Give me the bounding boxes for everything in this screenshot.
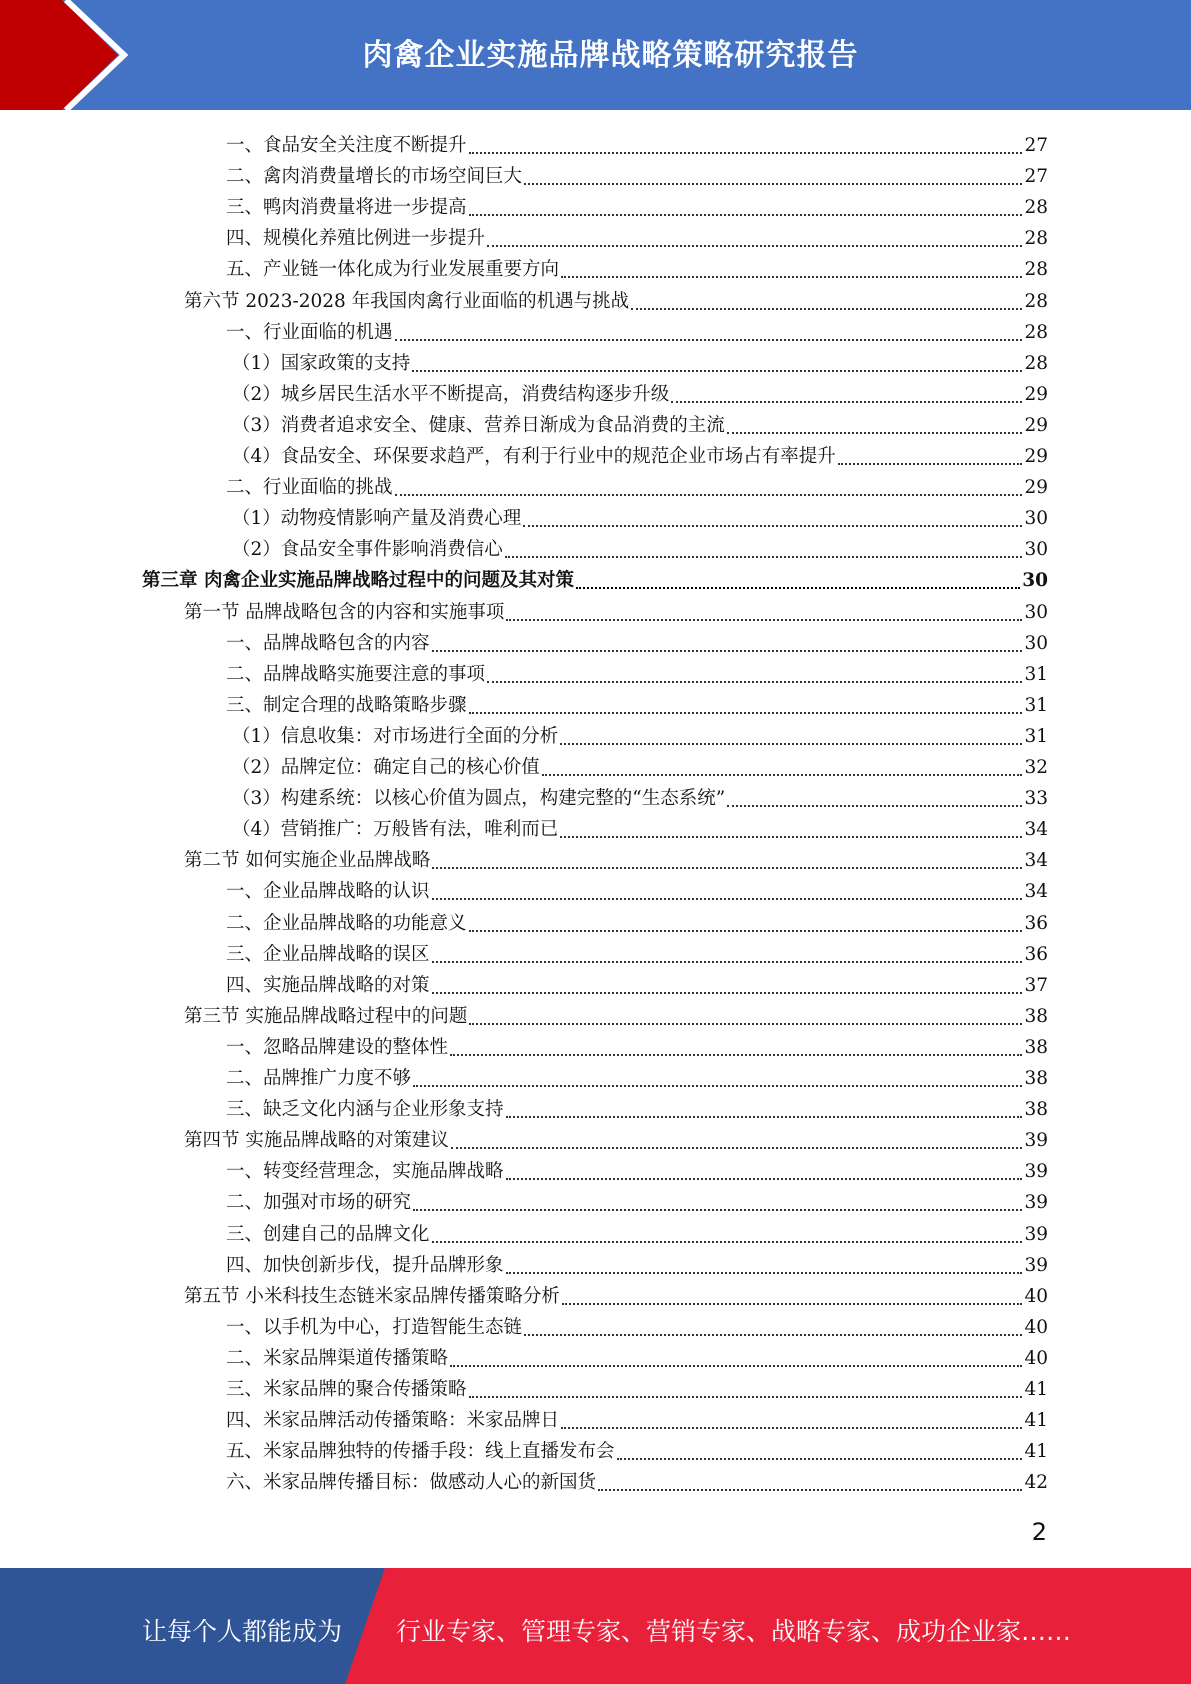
toc-entry-label: （2）品牌定位：确定自己的核心价值 xyxy=(232,757,540,778)
toc-entry-page: 31 xyxy=(1024,694,1048,716)
toc-dot-leader xyxy=(432,649,1023,652)
toc-entry[interactable] xyxy=(226,936,1048,967)
toc-entry[interactable] xyxy=(226,220,1048,251)
toc-entry-label: 四、实施品牌战略的对策 xyxy=(226,974,430,996)
toc-entry-label: （3）消费者追求安全、健康、营养日渐成为食品消费的主流 xyxy=(232,414,725,436)
toc-entry-label: 二、加强对市场的研究 xyxy=(226,1192,412,1214)
toc-dot-leader xyxy=(506,1177,1023,1180)
toc-entry-page: 36 xyxy=(1024,943,1048,965)
toc-entry-label: 三、米家品牌的聚合传播策略 xyxy=(226,1379,467,1400)
footer-slogan-right: 行业专家、管理专家、营销专家、战略专家、成功企业家…… xyxy=(396,1617,1072,1646)
toc-entry-page: 40 xyxy=(1024,1285,1048,1307)
toc-entry-page: 42 xyxy=(1024,1472,1048,1494)
toc-entry-label: 三、企业品牌战略的误区 xyxy=(226,943,430,965)
toc-entry[interactable] xyxy=(226,1091,1048,1122)
toc-entry-page: 31 xyxy=(1024,725,1048,747)
page-number: 2 xyxy=(1031,1518,1047,1546)
toc-dot-leader xyxy=(432,897,1023,900)
toc-dot-leader xyxy=(432,866,1022,869)
toc-entry-label: 第二节 如何实施企业品牌战略 xyxy=(184,850,431,872)
toc-entry-page: 29 xyxy=(1024,477,1048,499)
toc-entry-page: 33 xyxy=(1024,788,1048,810)
toc-entry-page: 41 xyxy=(1024,1379,1048,1400)
toc-entry[interactable] xyxy=(226,905,1048,936)
toc-entry-label: （4）食品安全、环保要求趋严，有利于行业中的规范企业市场占有率提升 xyxy=(232,446,836,467)
toc-entry[interactable] xyxy=(226,1371,1048,1402)
toc-dot-leader xyxy=(413,1208,1022,1211)
toc-entry[interactable] xyxy=(226,1247,1048,1278)
toc-dot-leader xyxy=(598,1488,1022,1491)
toc-entry-label: 一、食品安全关注度不断提升 xyxy=(226,135,467,156)
toc-entry-page: 38 xyxy=(1024,1036,1048,1058)
toc-entry-label: 第六节 2023-2028 年我国肉禽行业面临的机遇与挑战 xyxy=(184,290,630,312)
footer-slogan-left: 让每个人都能成为 xyxy=(142,1617,343,1646)
toc-dot-leader xyxy=(727,804,1022,807)
toc-entry-label: 四、规模化养殖比例进一步提升 xyxy=(226,228,486,250)
toc-entry[interactable] xyxy=(226,189,1048,220)
toc-entry[interactable] xyxy=(226,127,1048,158)
toc-entry-label: 二、品牌推广力度不够 xyxy=(226,1068,412,1089)
toc-dot-leader xyxy=(451,1146,1023,1149)
toc-entry[interactable] xyxy=(226,251,1048,282)
toc-entry-label: 一、忽略品牌建设的整体性 xyxy=(226,1036,449,1058)
toc-entry[interactable] xyxy=(226,625,1048,656)
toc-entry[interactable] xyxy=(226,1433,1048,1464)
toc-dot-leader xyxy=(523,524,1022,527)
toc-entry-page: 30 xyxy=(1024,632,1048,654)
toc-entry-label: （2）食品安全事件影响消费信心 xyxy=(232,539,503,561)
toc-entry-page: 27 xyxy=(1024,166,1048,188)
toc-dot-leader xyxy=(561,275,1022,278)
toc-dot-leader xyxy=(727,431,1023,434)
toc-entry-page: 39 xyxy=(1024,1192,1048,1214)
toc-entry-page: 41 xyxy=(1024,1441,1048,1463)
toc-entry-page: 38 xyxy=(1024,1099,1048,1121)
toc-dot-leader xyxy=(562,1302,1023,1305)
toc-entry-page: 39 xyxy=(1024,1130,1048,1152)
toc-dot-leader xyxy=(576,586,1020,589)
toc-dot-leader xyxy=(631,307,1022,310)
toc-entry-label: （4）营销推广：万般皆有法，唯利而已 xyxy=(232,819,559,841)
toc-entry-label: 三、制定合理的战略策略步骤 xyxy=(226,694,467,716)
toc-entry-label: 二、企业品牌战略的功能意义 xyxy=(226,912,467,934)
toc-entry-label: 第一节 品牌战略包含的内容和实施事项 xyxy=(184,601,505,623)
toc-entry-page: 30 xyxy=(1022,570,1048,592)
toc-entry-label: 一、品牌战略包含的内容 xyxy=(226,632,430,654)
toc-entry-label: 一、企业品牌战略的认识 xyxy=(226,881,430,903)
toc-entry-page: 37 xyxy=(1024,974,1048,996)
toc-entry-page: 41 xyxy=(1024,1410,1048,1432)
toc-entry-label: （1）国家政策的支持 xyxy=(232,352,411,374)
toc-entry-label: 二、行业面临的挑战 xyxy=(226,477,393,499)
toc-dot-leader xyxy=(487,244,1022,247)
toc-dot-leader xyxy=(561,1426,1022,1429)
toc-dot-leader xyxy=(450,1364,1022,1367)
toc-entry-page: 31 xyxy=(1024,663,1048,685)
toc-entry-page: 34 xyxy=(1024,850,1048,872)
toc-entry[interactable] xyxy=(226,687,1048,718)
toc-entry-page: 38 xyxy=(1024,1068,1048,1089)
toc-entry[interactable] xyxy=(226,469,1048,500)
page-footer xyxy=(0,1568,1191,1684)
toc-dot-leader xyxy=(524,1333,1022,1336)
toc-dot-leader xyxy=(469,929,1023,932)
toc-entry[interactable] xyxy=(232,718,1048,749)
toc-dot-leader xyxy=(487,680,1022,683)
toc-dot-leader xyxy=(395,493,1023,496)
toc-entry[interactable] xyxy=(226,873,1048,904)
toc-dot-leader xyxy=(560,835,1022,838)
toc-entry-label: 五、米家品牌独特的传播手段：线上直播发布会 xyxy=(226,1441,615,1463)
toc-entry-label: 一、行业面临的机遇 xyxy=(226,321,393,343)
toc-entry-label: 二、米家品牌渠道传播策略 xyxy=(226,1347,449,1369)
toc-entry-label: 二、禽肉消费量增长的市场空间巨大 xyxy=(226,166,523,188)
toc-entry[interactable] xyxy=(226,1402,1048,1433)
report-title: 肉禽企业实施品牌战略策略研究报告 xyxy=(362,38,859,73)
toc-entry-page: 32 xyxy=(1024,757,1048,778)
toc-entry-label: 四、加快创新步伐，提升品牌形象 xyxy=(226,1254,504,1276)
toc-entry-label: 三、缺乏文化内涵与企业形象支持 xyxy=(226,1099,504,1121)
toc-entry[interactable] xyxy=(226,1216,1048,1247)
toc-entry-page: 39 xyxy=(1024,1223,1048,1245)
toc-dot-leader xyxy=(469,711,1023,714)
toc-entry-page: 36 xyxy=(1024,912,1048,934)
toc-entry[interactable] xyxy=(184,594,1048,625)
toc-entry-label: 第三章 肉禽企业实施品牌战略过程中的问题及其对策 xyxy=(142,570,574,592)
toc-entry-label: 五、产业链一体化成为行业发展重要方向 xyxy=(226,259,560,281)
toc-entry-label: 六、米家品牌传播目标：做感动人心的新国货 xyxy=(226,1472,597,1494)
toc-dot-leader xyxy=(838,462,1023,465)
toc-dot-leader xyxy=(413,1084,1022,1087)
toc-entry-page: 28 xyxy=(1024,290,1048,312)
toc-entry[interactable] xyxy=(184,842,1048,873)
toc-dot-leader xyxy=(617,1457,1023,1460)
toc-dot-leader xyxy=(506,1115,1023,1118)
page-header xyxy=(0,0,1191,110)
toc-entry-label: （3）构建系统：以核心价值为圆点，构建完整的“生态系统” xyxy=(232,788,726,810)
toc-entry-page: 40 xyxy=(1024,1316,1048,1338)
toc-entry-page: 29 xyxy=(1024,446,1048,467)
toc-entry-page: 29 xyxy=(1024,414,1048,436)
toc-dot-leader xyxy=(395,338,1023,341)
toc-dot-leader xyxy=(412,369,1022,372)
toc-entry[interactable] xyxy=(142,562,1048,593)
toc-entry-page: 39 xyxy=(1024,1254,1048,1276)
toc-dot-leader xyxy=(469,1395,1023,1398)
toc-entry-page: 30 xyxy=(1024,539,1048,561)
toc-entry-label: 一、以手机为中心，打造智能生态链 xyxy=(226,1316,523,1338)
toc-entry-label: 三、创建自己的品牌文化 xyxy=(226,1223,430,1245)
toc-dot-leader xyxy=(469,1022,1022,1025)
toc-entry[interactable] xyxy=(226,314,1048,345)
toc-entry[interactable] xyxy=(232,811,1048,842)
toc-entry[interactable] xyxy=(184,283,1048,314)
toc-dot-leader xyxy=(450,1053,1022,1056)
toc-entry[interactable] xyxy=(226,1184,1048,1215)
toc-dot-leader xyxy=(542,773,1023,776)
toc-entry-page: 29 xyxy=(1024,383,1048,405)
toc-dot-leader xyxy=(524,182,1022,185)
toc-entry[interactable] xyxy=(184,1122,1048,1153)
toc-dot-leader xyxy=(469,151,1023,154)
toc-entry[interactable] xyxy=(184,1278,1048,1309)
toc-entry[interactable] xyxy=(232,376,1048,407)
toc-entry-label: 四、米家品牌活动传播策略：米家品牌日 xyxy=(226,1410,560,1432)
toc-entry-label: 第三节 实施品牌战略过程中的问题 xyxy=(184,1005,468,1027)
toc-entry-label: 二、品牌战略实施要注意的事项 xyxy=(226,663,486,685)
toc-entry[interactable] xyxy=(226,1029,1048,1060)
toc-entry[interactable] xyxy=(232,531,1048,562)
toc-entry[interactable] xyxy=(226,967,1048,998)
toc-entry[interactable] xyxy=(226,656,1048,687)
toc-entry[interactable] xyxy=(232,749,1048,780)
toc-entry-label: （1）信息收集：对市场进行全面的分析 xyxy=(232,725,559,747)
toc-entry-label: 第四节 实施品牌战略的对策建议 xyxy=(184,1130,449,1152)
toc-entry-page: 28 xyxy=(1024,259,1048,281)
toc-dot-leader xyxy=(506,1271,1023,1274)
toc-entry-label: 一、转变经营理念，实施品牌战略 xyxy=(226,1161,504,1183)
toc-entry-page: 28 xyxy=(1024,352,1048,374)
toc-entry[interactable] xyxy=(226,1153,1048,1184)
toc-dot-leader xyxy=(469,213,1023,216)
toc-entry-page: 34 xyxy=(1024,819,1048,841)
toc-dot-leader xyxy=(505,555,1023,558)
toc-entry-label: 三、鸭肉消费量将进一步提高 xyxy=(226,197,467,219)
toc-dot-leader xyxy=(432,1240,1023,1243)
toc-entry[interactable] xyxy=(226,158,1048,189)
toc-entry-page: 40 xyxy=(1024,1347,1048,1369)
toc-entry-page: 28 xyxy=(1024,321,1048,343)
toc-entry-page: 30 xyxy=(1024,508,1048,530)
toc-entry[interactable] xyxy=(232,345,1048,376)
toc-entry[interactable] xyxy=(232,500,1048,531)
toc-dot-leader xyxy=(560,742,1022,745)
toc-entry-label: （2）城乡居民生活水平不断提高，消费结构逐步升级 xyxy=(232,383,670,405)
toc-entry[interactable] xyxy=(226,1464,1048,1495)
toc-entry-page: 39 xyxy=(1024,1161,1048,1183)
toc-entry[interactable] xyxy=(226,1340,1048,1371)
toc-dot-leader xyxy=(432,960,1023,963)
toc-entry-page: 34 xyxy=(1024,881,1048,903)
toc-dot-leader xyxy=(506,618,1022,621)
toc-entry[interactable] xyxy=(226,1309,1048,1340)
toc-entry-label: 第五节 小米科技生态链米家品牌传播策略分析 xyxy=(184,1285,560,1307)
toc-dot-leader xyxy=(671,400,1022,403)
toc-entry-label: （1）动物疫情影响产量及消费心理 xyxy=(232,508,522,530)
toc-entry[interactable] xyxy=(232,780,1048,811)
toc-entry[interactable] xyxy=(226,1060,1048,1091)
toc-entry[interactable] xyxy=(184,998,1048,1029)
toc-entry-page: 30 xyxy=(1024,601,1048,623)
toc-dot-leader xyxy=(432,991,1023,994)
toc-entry-page: 27 xyxy=(1024,135,1048,156)
toc-entry[interactable] xyxy=(232,407,1048,438)
toc-entry[interactable] xyxy=(232,438,1048,469)
toc-entry-page: 28 xyxy=(1024,228,1048,250)
toc-entry-page: 28 xyxy=(1024,197,1048,219)
toc-entry-page: 38 xyxy=(1024,1005,1048,1027)
